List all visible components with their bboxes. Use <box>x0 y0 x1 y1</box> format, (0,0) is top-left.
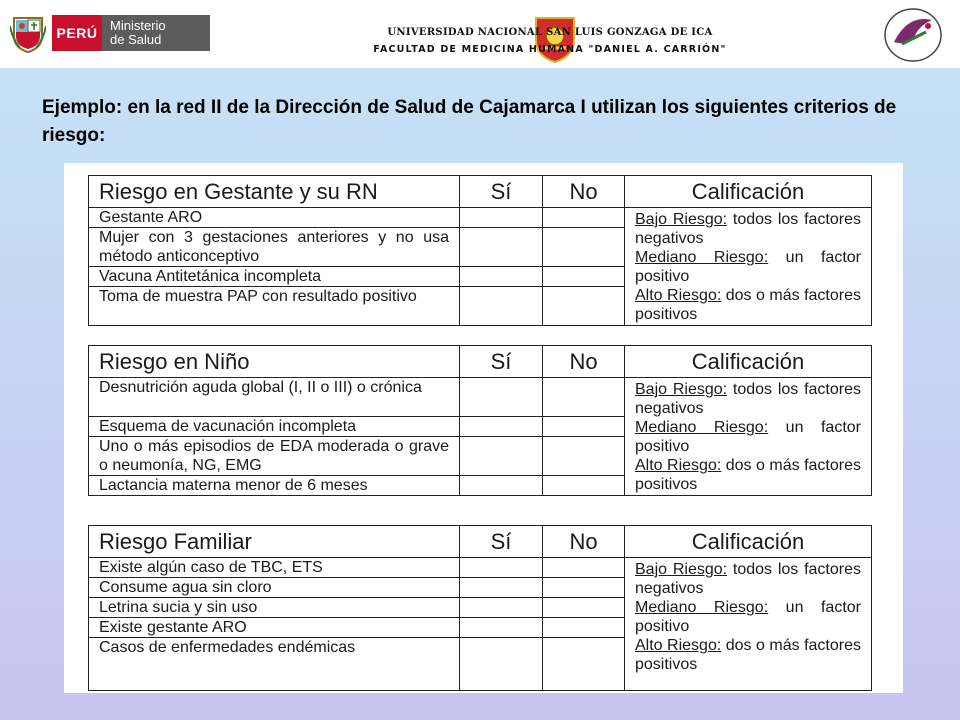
slide-heading: Ejemplo: en la red II de la Dirección de Salud de Cajamarca I utilizan los siguientes criterios de riesgo: <box>42 97 897 146</box>
column-si: Sí <box>460 176 543 208</box>
bajo-riesgo-label: Bajo Riesgo: <box>635 381 728 398</box>
column-no: No <box>543 526 625 558</box>
no-cell <box>543 618 625 638</box>
bajo-riesgo-text: todos los factores negativos <box>635 381 861 417</box>
si-cell <box>460 417 543 437</box>
table-row <box>89 208 872 228</box>
risk-criteria-scan <box>64 163 903 693</box>
si-cell <box>460 578 543 598</box>
table-title: Riesgo en Niño <box>89 346 460 378</box>
risk-item: Lactancia materna menor de 6 meses <box>89 476 460 496</box>
column-no: No <box>543 176 625 208</box>
bajo-riesgo-text: todos los factores negativos <box>635 561 861 597</box>
risk-item: Esquema de vacunación incompleta <box>89 417 460 437</box>
si-cell <box>460 228 543 267</box>
no-cell <box>543 598 625 618</box>
no-cell <box>543 476 625 496</box>
si-cell <box>460 437 543 476</box>
column-calificacion: Calificación <box>625 346 872 378</box>
risk-item: Gestante ARO <box>89 208 460 228</box>
si-cell <box>460 378 543 417</box>
risk-table-gestante <box>88 175 872 326</box>
risk-item: Letrina sucia y sin uso <box>89 598 460 618</box>
no-cell <box>543 558 625 578</box>
no-cell <box>543 578 625 598</box>
table-header-row <box>89 526 872 558</box>
risk-item: Desnutrición aguda global (I, II o III) o crónica <box>89 378 460 417</box>
mediano-riesgo-text: un factor positivo <box>635 599 862 635</box>
si-cell <box>460 638 543 691</box>
column-calificacion: Calificación <box>625 176 872 208</box>
table-title: Riesgo en Gestante y su RN <box>89 176 460 208</box>
table-header-row <box>89 176 872 208</box>
calificacion-cell <box>625 558 872 691</box>
table-header-row <box>89 346 872 378</box>
risk-item: Consume agua sin cloro <box>89 578 460 598</box>
faculty-name: FACULTAD DE MEDICINA HUMANA "DANIEL A. CARRIÓN" <box>373 44 727 55</box>
alto-riesgo-label: Alto Riesgo: <box>635 637 722 654</box>
risk-table-familiar <box>88 525 872 691</box>
mediano-riesgo-text: un factor positivo <box>635 419 862 455</box>
university-name: UNIVERSIDAD NACIONAL SAN LUIS GONZAGA DE ICA <box>387 27 713 38</box>
no-cell <box>543 228 625 267</box>
si-cell <box>460 558 543 578</box>
ministerio-de-salud-logo <box>52 15 210 51</box>
risk-item: Casos de enfermedades endémicas <box>89 638 460 691</box>
no-cell <box>543 638 625 691</box>
calificacion-cell <box>625 208 872 326</box>
column-si: Sí <box>460 526 543 558</box>
no-cell <box>543 287 625 326</box>
faculty-emblem-icon <box>882 6 944 64</box>
minsa-logo-line1: Ministerio <box>110 18 166 33</box>
column-si: Sí <box>460 346 543 378</box>
calificacion-cell <box>625 378 872 496</box>
risk-item: Existe algún caso de TBC, ETS <box>89 558 460 578</box>
risk-table-nino <box>88 345 872 496</box>
mediano-riesgo-text: un factor positivo <box>635 249 862 285</box>
risk-item: Existe gestante ARO <box>89 618 460 638</box>
si-cell <box>460 618 543 638</box>
bajo-riesgo-label: Bajo Riesgo: <box>635 561 728 578</box>
bajo-riesgo-text: todos los factores negativos <box>635 211 861 247</box>
no-cell <box>543 437 625 476</box>
table-row <box>89 558 872 578</box>
si-cell <box>460 287 543 326</box>
alto-riesgo-text: dos o más factores positivos <box>635 637 862 673</box>
column-calificacion: Calificación <box>625 526 872 558</box>
bajo-riesgo-label: Bajo Riesgo: <box>635 211 728 228</box>
minsa-logo-line2: de Salud <box>110 32 162 47</box>
column-no: No <box>543 346 625 378</box>
table-title: Riesgo Familiar <box>89 526 460 558</box>
si-cell <box>460 267 543 287</box>
si-cell <box>460 208 543 228</box>
mediano-riesgo-label: Mediano Riesgo: <box>635 419 769 436</box>
no-cell <box>543 267 625 287</box>
si-cell <box>460 598 543 618</box>
peru-coat-of-arms-icon <box>10 14 46 54</box>
alto-riesgo-text: dos o más factores positivos <box>635 457 862 493</box>
alto-riesgo-text: dos o más factores positivos <box>635 287 862 323</box>
risk-item: Vacuna Antitetánica incompleta <box>89 267 460 287</box>
no-cell <box>543 417 625 437</box>
risk-item: Uno o más episodios de EDA moderada o grave o neumonía, NG, EMG <box>89 437 460 476</box>
minsa-logo-country: PERÚ <box>52 15 102 51</box>
university-crest-icon <box>530 14 580 64</box>
risk-item: Mujer con 3 gestaciones anteriores y no usa método anticonceptivo <box>89 228 460 267</box>
mediano-riesgo-label: Mediano Riesgo: <box>635 249 769 266</box>
alto-riesgo-label: Alto Riesgo: <box>635 457 722 474</box>
si-cell <box>460 476 543 496</box>
slide-header <box>0 0 960 68</box>
alto-riesgo-label: Alto Riesgo: <box>635 287 722 304</box>
table-row <box>89 378 872 417</box>
risk-item: Toma de muestra PAP con resultado positivo <box>89 287 460 326</box>
no-cell <box>543 378 625 417</box>
minsa-logo-text <box>102 15 166 51</box>
no-cell <box>543 208 625 228</box>
mediano-riesgo-label: Mediano Riesgo: <box>635 599 769 616</box>
